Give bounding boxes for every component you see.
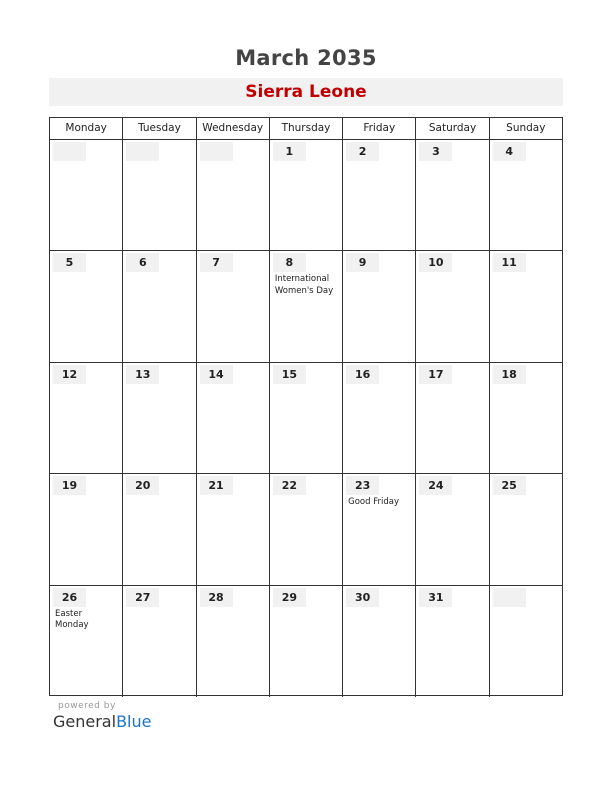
day-cell bbox=[123, 586, 196, 697]
day-cell bbox=[416, 363, 489, 473]
holiday-label: International Women's Day bbox=[274, 274, 334, 296]
week-row bbox=[50, 586, 562, 697]
day-number: 25 bbox=[493, 476, 526, 495]
weekday-label: Thursday bbox=[270, 118, 343, 139]
day-cell bbox=[343, 251, 416, 361]
day-number: 18 bbox=[493, 365, 526, 384]
day-number: 10 bbox=[419, 253, 452, 272]
day-cell bbox=[123, 251, 196, 361]
day-number: 14 bbox=[200, 365, 233, 384]
day-cell bbox=[416, 586, 489, 697]
weekday-label: Friday bbox=[343, 118, 416, 139]
weekday-label: Wednesday bbox=[197, 118, 270, 139]
day-cell bbox=[343, 363, 416, 473]
calendar-grid bbox=[49, 117, 563, 696]
day-number bbox=[126, 142, 159, 161]
weekday-header bbox=[50, 118, 562, 140]
day-cell bbox=[197, 474, 270, 584]
day-number: 1 bbox=[273, 142, 306, 161]
day-cell bbox=[270, 140, 343, 250]
day-number: 23 bbox=[346, 476, 379, 495]
day-number: 21 bbox=[200, 476, 233, 495]
day-cell bbox=[490, 474, 562, 584]
day-cell bbox=[270, 586, 343, 697]
day-number: 16 bbox=[346, 365, 379, 384]
day-cell bbox=[197, 586, 270, 697]
powered-by-label: powered by bbox=[58, 701, 116, 711]
day-number: 24 bbox=[419, 476, 452, 495]
day-number: 22 bbox=[273, 476, 306, 495]
day-cell bbox=[416, 140, 489, 250]
day-cell bbox=[490, 251, 562, 361]
day-cell bbox=[270, 363, 343, 473]
day-cell bbox=[490, 140, 562, 250]
weekday-label: Tuesday bbox=[123, 118, 196, 139]
day-number: 2 bbox=[346, 142, 379, 161]
country-title: Sierra Leone bbox=[49, 78, 563, 106]
day-number: 29 bbox=[273, 588, 306, 607]
day-cell bbox=[270, 474, 343, 584]
day-cell bbox=[416, 251, 489, 361]
day-number: 31 bbox=[419, 588, 452, 607]
weekday-label: Monday bbox=[50, 118, 123, 139]
generalblue-logo[interactable] bbox=[53, 712, 151, 731]
day-cell bbox=[197, 140, 270, 250]
day-cell bbox=[197, 363, 270, 473]
day-cell bbox=[490, 586, 562, 697]
week-row bbox=[50, 363, 562, 474]
weekday-label: Sunday bbox=[506, 122, 546, 134]
day-number: 9 bbox=[346, 253, 379, 272]
day-number: 27 bbox=[126, 588, 159, 607]
day-number: 3 bbox=[419, 142, 452, 161]
day-number: 12 bbox=[53, 365, 86, 384]
day-cell bbox=[343, 474, 416, 584]
brand-general: General bbox=[53, 712, 117, 731]
day-number: 4 bbox=[493, 142, 526, 161]
day-number: 17 bbox=[419, 365, 452, 384]
day-number bbox=[53, 142, 86, 161]
day-number: 19 bbox=[53, 476, 86, 495]
day-cell bbox=[50, 363, 123, 473]
day-number: 11 bbox=[493, 253, 526, 272]
day-cell bbox=[123, 140, 196, 250]
holiday-label: Easter Monday bbox=[55, 608, 89, 631]
day-cell bbox=[50, 586, 123, 697]
day-number: 5 bbox=[53, 253, 86, 272]
day-cell bbox=[416, 474, 489, 584]
day-number: 7 bbox=[200, 253, 233, 272]
day-cell bbox=[50, 474, 123, 584]
day-number: 20 bbox=[126, 476, 159, 495]
day-cell bbox=[343, 140, 416, 250]
day-number: 8 bbox=[273, 253, 306, 272]
day-cell bbox=[123, 363, 196, 473]
holiday-label: Good Friday bbox=[348, 497, 399, 508]
day-number: 26 bbox=[53, 588, 86, 607]
week-row bbox=[50, 474, 562, 585]
page-title: March 2035 bbox=[235, 46, 377, 70]
week-row bbox=[50, 140, 562, 251]
day-number: 13 bbox=[126, 365, 159, 384]
day-cell bbox=[270, 251, 343, 361]
day-number: 15 bbox=[273, 365, 306, 384]
day-cell bbox=[197, 251, 270, 361]
day-cell bbox=[343, 586, 416, 697]
day-cell bbox=[50, 251, 123, 361]
day-number bbox=[200, 142, 233, 161]
weekday-label: Saturday bbox=[416, 118, 489, 139]
day-cell bbox=[490, 363, 562, 473]
day-number: 28 bbox=[200, 588, 233, 607]
brand-blue: Blue bbox=[116, 712, 152, 731]
week-row bbox=[50, 251, 562, 362]
day-number: 30 bbox=[346, 588, 379, 607]
day-cell bbox=[50, 140, 123, 250]
day-number bbox=[493, 588, 526, 607]
day-number: 6 bbox=[126, 253, 159, 272]
day-cell bbox=[123, 474, 196, 584]
